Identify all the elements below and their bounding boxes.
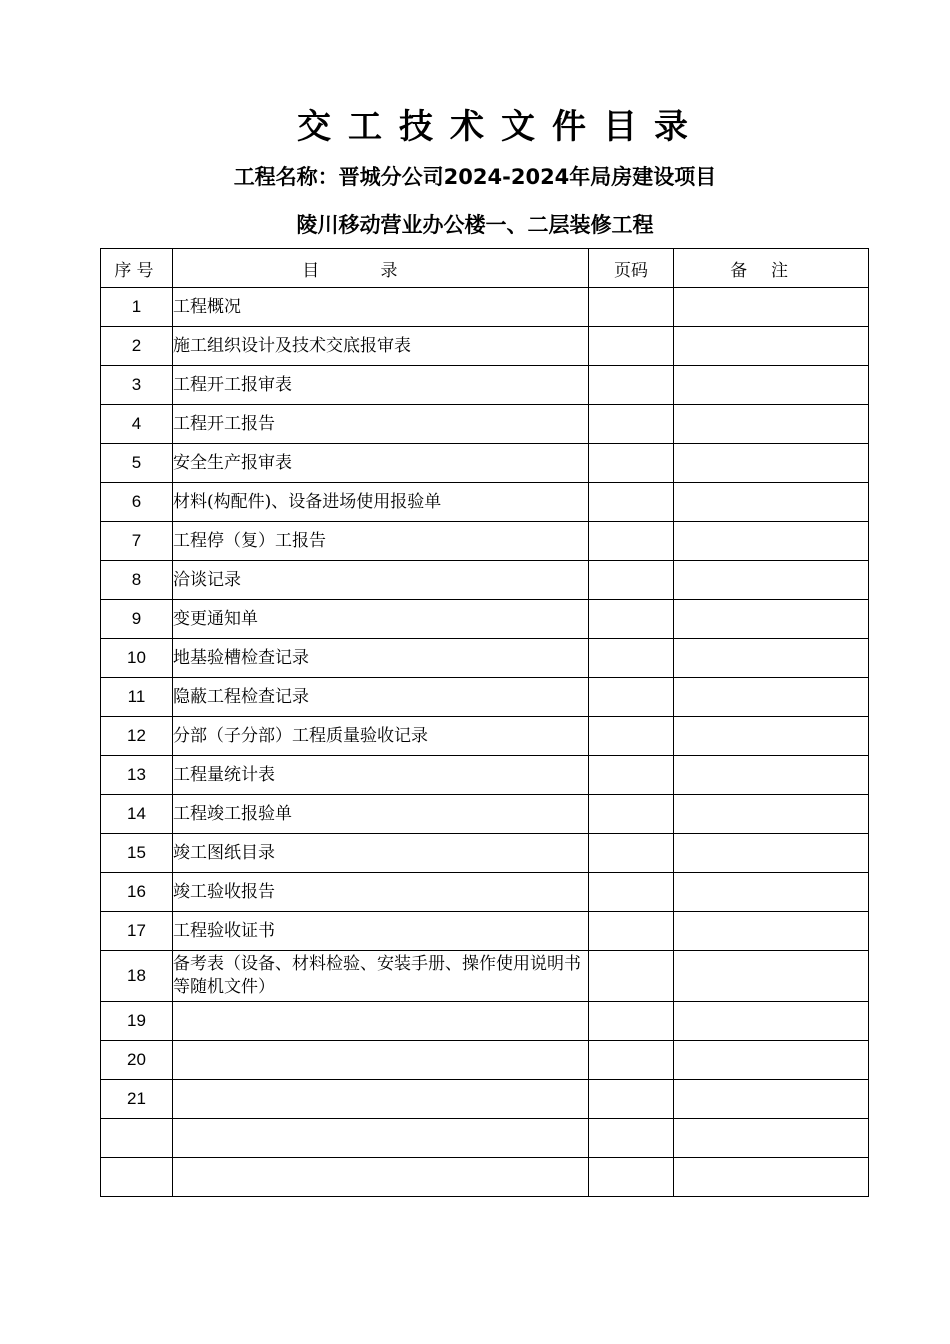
row-page [589,600,674,639]
row-no: 21 [101,1080,173,1119]
row-item: 竣工图纸目录 [173,834,589,873]
table-row [101,873,869,912]
table-row [101,1158,869,1197]
row-no: 16 [101,873,173,912]
row-page [589,834,674,873]
row-page [589,1158,674,1197]
header-no: 序号 [101,249,173,288]
row-item: 工程概况 [173,288,589,327]
table-row [101,678,869,717]
row-item [173,1080,589,1119]
table-row [101,444,869,483]
table-row [101,522,869,561]
table-row [101,756,869,795]
row-no: 7 [101,522,173,561]
row-no: 13 [101,756,173,795]
row-page [589,873,674,912]
row-item: 洽谈记录 [173,561,589,600]
row-no: 3 [101,366,173,405]
table-row [101,795,869,834]
table-row [101,366,869,405]
table-row [101,912,869,951]
row-note [674,366,869,405]
row-page [589,678,674,717]
row-note [674,600,869,639]
row-no: 9 [101,600,173,639]
row-no: 8 [101,561,173,600]
row-note [674,1002,869,1041]
table-row [101,288,869,327]
table-row [101,1041,869,1080]
row-no [101,1158,173,1197]
row-item: 备考表（设备、材料检验、安装手册、操作使用说明书等随机文件） [173,951,589,1002]
row-page [589,639,674,678]
row-note [674,288,869,327]
toc-table [100,248,869,1197]
row-note [674,795,869,834]
row-item [173,1002,589,1041]
row-no: 2 [101,327,173,366]
row-item: 工程开工报审表 [173,366,589,405]
table-row [101,1002,869,1041]
row-item: 竣工验收报告 [173,873,589,912]
row-note [674,834,869,873]
header-page: 页码 [589,249,674,288]
row-page [589,444,674,483]
row-page [589,327,674,366]
row-note [674,912,869,951]
table-row [101,717,869,756]
table-row [101,561,869,600]
row-note [674,405,869,444]
row-note [674,444,869,483]
row-item [173,1119,589,1158]
table-row [101,327,869,366]
row-no: 1 [101,288,173,327]
row-page [589,717,674,756]
row-item [173,1041,589,1080]
row-no: 12 [101,717,173,756]
row-item: 分部（子分部）工程质量验收记录 [173,717,589,756]
row-no: 4 [101,405,173,444]
row-note [674,1080,869,1119]
row-note [674,951,869,1002]
project-name-line-2: 陵川移动营业办公楼一、二层装修工程 [296,213,654,237]
row-note [674,561,869,600]
row-note [674,1119,869,1158]
row-item: 工程竣工报验单 [173,795,589,834]
row-no: 5 [101,444,173,483]
row-item: 安全生产报审表 [173,444,589,483]
row-no: 19 [101,1002,173,1041]
row-page [589,951,674,1002]
table-row [101,1119,869,1158]
row-note [674,678,869,717]
row-page [589,405,674,444]
project-name-line-1: 工程名称：晋城分公司2024-2024年局房建设项目 [233,165,717,189]
row-item: 工程停（复）工报告 [173,522,589,561]
table-row [101,1080,869,1119]
row-item: 工程验收证书 [173,912,589,951]
row-no: 15 [101,834,173,873]
table-row [101,951,869,1002]
row-note [674,873,869,912]
row-item: 工程开工报告 [173,405,589,444]
row-page [589,288,674,327]
row-note [674,717,869,756]
row-no [101,1119,173,1158]
row-item [173,1158,589,1197]
row-no: 18 [101,951,173,1002]
row-note [674,639,869,678]
row-page [589,795,674,834]
row-no: 14 [101,795,173,834]
row-item: 工程量统计表 [173,756,589,795]
table-header-row [101,249,869,288]
table-row [101,834,869,873]
row-no: 10 [101,639,173,678]
row-page [589,756,674,795]
row-page [589,561,674,600]
document-title: 交工技术文件目录 [297,107,705,147]
row-note [674,1158,869,1197]
row-note [674,756,869,795]
table-row [101,600,869,639]
row-item: 地基验槽检查记录 [173,639,589,678]
table-row [101,639,869,678]
row-page [589,366,674,405]
header-note: 备注 [674,249,869,288]
row-item: 隐蔽工程检查记录 [173,678,589,717]
header-item: 目录 [173,249,589,288]
row-page [589,483,674,522]
row-page [589,912,674,951]
table-row [101,483,869,522]
row-page [589,1080,674,1119]
row-no: 17 [101,912,173,951]
table-row [101,405,869,444]
row-no: 11 [101,678,173,717]
row-item: 材料(构配件)、设备进场使用报验单 [173,483,589,522]
row-item: 施工组织设计及技术交底报审表 [173,327,589,366]
row-page [589,1002,674,1041]
row-no: 20 [101,1041,173,1080]
row-page [589,1041,674,1080]
row-note [674,522,869,561]
row-page [589,522,674,561]
row-note [674,1041,869,1080]
row-no: 6 [101,483,173,522]
row-page [589,1119,674,1158]
row-note [674,327,869,366]
row-note [674,483,869,522]
row-item: 变更通知单 [173,600,589,639]
